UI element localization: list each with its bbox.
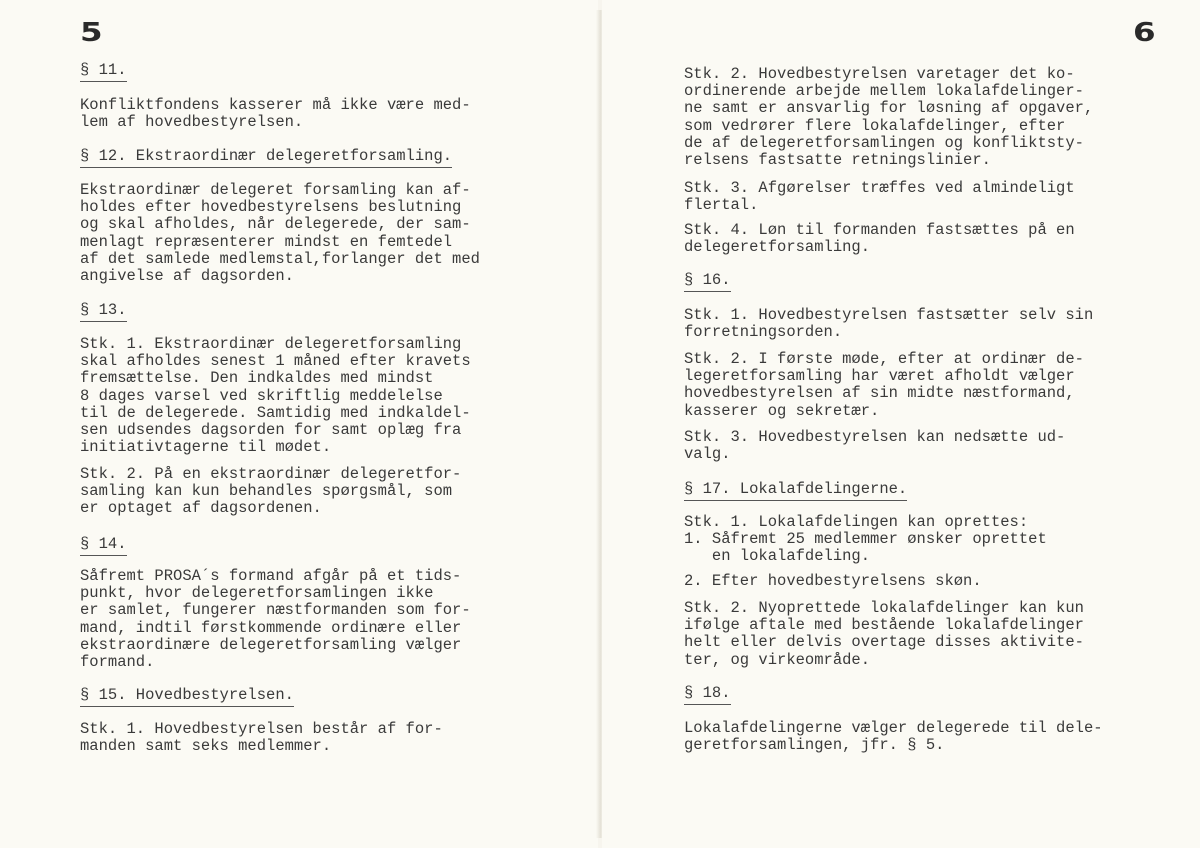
paragraph <box>80 97 471 131</box>
section-heading: § 11. <box>80 62 127 82</box>
text-line: Såfremt PROSA´s formand afgår på et tids- <box>80 567 462 585</box>
text-line: og skal afholdes, når delegerede, der sam- <box>80 215 471 234</box>
paragraph <box>684 351 1084 420</box>
section-heading: § 18. <box>684 685 731 705</box>
section-heading: § 15. Hovedbestyrelsen. <box>80 687 294 707</box>
text-line: menlagt repræsenterer mindst en femtedel <box>80 232 453 251</box>
text-line: er optaget af dagsordenen. <box>80 499 322 518</box>
page-number: 6 <box>1133 18 1157 48</box>
section-heading: § 14. <box>80 536 127 556</box>
text-line: manden samt seks medlemmer. <box>80 737 332 756</box>
section-heading: § 13. <box>80 302 127 322</box>
text-line: hovedbestyrelsen af sin midte næstformand, <box>684 384 1075 403</box>
text-line: Stk. 3. Afgørelser træffes ved almindeligt <box>684 179 1075 197</box>
text-line: en lokalafdeling. <box>684 547 871 566</box>
text-line: Lokalafdelingerne vælger delegerede til dele- <box>684 719 1103 737</box>
right-page <box>602 0 1200 848</box>
text-line: er samlet, fungerer næstformanden som for- <box>80 601 471 620</box>
text-line: 2. Efter hovedbestyrelsens skøn. <box>684 572 982 590</box>
text-line: kasserer og sekretær. <box>684 401 880 420</box>
text-line: Konfliktfondens kasserer må ikke være med- <box>80 96 471 114</box>
paragraph <box>684 222 1075 256</box>
text-line: skal afholdes senest 1 måned efter kravets <box>80 352 471 371</box>
text-line: Stk. 1. Lokalafdelingen kan oprettes: <box>684 513 1029 531</box>
text-line: valg. <box>684 445 731 464</box>
paragraph <box>684 600 1084 669</box>
paragraph <box>80 336 471 456</box>
text-line: delegeretforsamling. <box>684 238 871 257</box>
text-line: Ekstraordinær delegeret forsamling kan af- <box>80 181 471 199</box>
text-line: sen udsendes dagsorden for samt oplæg fra <box>80 421 462 440</box>
text-line: Stk. 1. Hovedbestyrelsen består af for- <box>80 720 443 738</box>
text-line: lem af hovedbestyrelsen. <box>80 113 304 132</box>
paragraph <box>684 573 982 590</box>
paragraph <box>80 721 443 755</box>
paragraph <box>684 66 1093 169</box>
text-line: geretforsamlingen, jfr. § 5. <box>684 736 945 755</box>
left-page <box>0 0 598 848</box>
text-line: ekstraordinære delegeretforsamling vælger <box>80 635 462 654</box>
text-line: holdes efter hovedbestyrelsens beslutning <box>80 198 462 217</box>
text-line: Stk. 3. Hovedbestyrelsen kan nedsætte ud- <box>684 428 1066 446</box>
text-line: Stk. 4. Løn til formanden fastsættes på en <box>684 221 1075 239</box>
text-line: de af delegeretforsamlingen og konfliktsty- <box>684 133 1084 152</box>
section-heading: § 17. Lokalafdelingerne. <box>684 481 907 501</box>
text-line: ne samt er ansvarlig for løsning af opgaver, <box>684 99 1094 118</box>
text-line: som vedrører flere lokalafdelinger, efter <box>684 116 1066 135</box>
paragraph <box>80 568 471 671</box>
paragraph <box>684 429 1065 463</box>
paragraph <box>684 514 1047 566</box>
text-line: Stk. 2. Nyoprettede lokalafdelinger kan kun <box>684 599 1084 617</box>
text-line: samling kan kun behandles spørgsmål, som <box>80 482 453 501</box>
page-number: 5 <box>80 18 104 48</box>
text-line: Stk. 2. På en ekstraordinær delegeretfor- <box>80 465 462 483</box>
text-line: Stk. 1. Hovedbestyrelsen fastsætter selv sin <box>684 306 1094 324</box>
paragraph <box>80 182 480 285</box>
text-line: ter, og virkeområde. <box>684 650 871 669</box>
text-line: Stk. 2. Hovedbestyrelsen varetager det ko- <box>684 65 1075 83</box>
text-line: ordinerende arbejde mellem lokalafdelinger- <box>684 82 1084 101</box>
text-line: punkt, hvor delegeretforsamlingen ikke <box>80 584 434 603</box>
text-line: formand. <box>80 653 155 672</box>
paragraph <box>684 720 1103 754</box>
text-line: mand, indtil førstkommende ordinære eller <box>80 618 462 637</box>
text-line: ifølge aftale med bestående lokalafdelinger <box>684 616 1084 635</box>
section-heading: § 12. Ekstraordinær delegeretforsamling. <box>80 148 452 168</box>
text-line: 8 dages varsel ved skriftlig meddelelse <box>80 386 443 405</box>
text-line: af det samlede medlemstal,forlanger det med <box>80 249 480 268</box>
text-line: 1. Såfremt 25 medlemmer ønsker oprettet <box>684 530 1047 549</box>
text-line: angivelse af dagsorden. <box>80 267 294 286</box>
text-line: Stk. 2. I første møde, efter at ordinær de- <box>684 350 1084 368</box>
text-line: legeretforsamling har været afholdt vælger <box>684 367 1075 386</box>
text-line: forretningsorden. <box>684 323 843 342</box>
text-line: Stk. 1. Ekstraordinær delegeretforsamling <box>80 335 462 353</box>
section-heading: § 16. <box>684 272 731 292</box>
paragraph <box>684 307 1093 341</box>
paragraph <box>80 466 461 518</box>
text-line: initiativtagerne til mødet. <box>80 438 332 457</box>
text-line: flertal. <box>684 196 759 215</box>
text-line: fremsættelse. Den indkaldes med mindst <box>80 369 434 388</box>
text-line: helt eller delvis overtage disses aktivite- <box>684 633 1084 652</box>
text-line: til de delegerede. Samtidig med indkaldel- <box>80 403 471 422</box>
paragraph <box>684 180 1075 214</box>
text-line: relsens fastsatte retningslinier. <box>684 151 991 170</box>
